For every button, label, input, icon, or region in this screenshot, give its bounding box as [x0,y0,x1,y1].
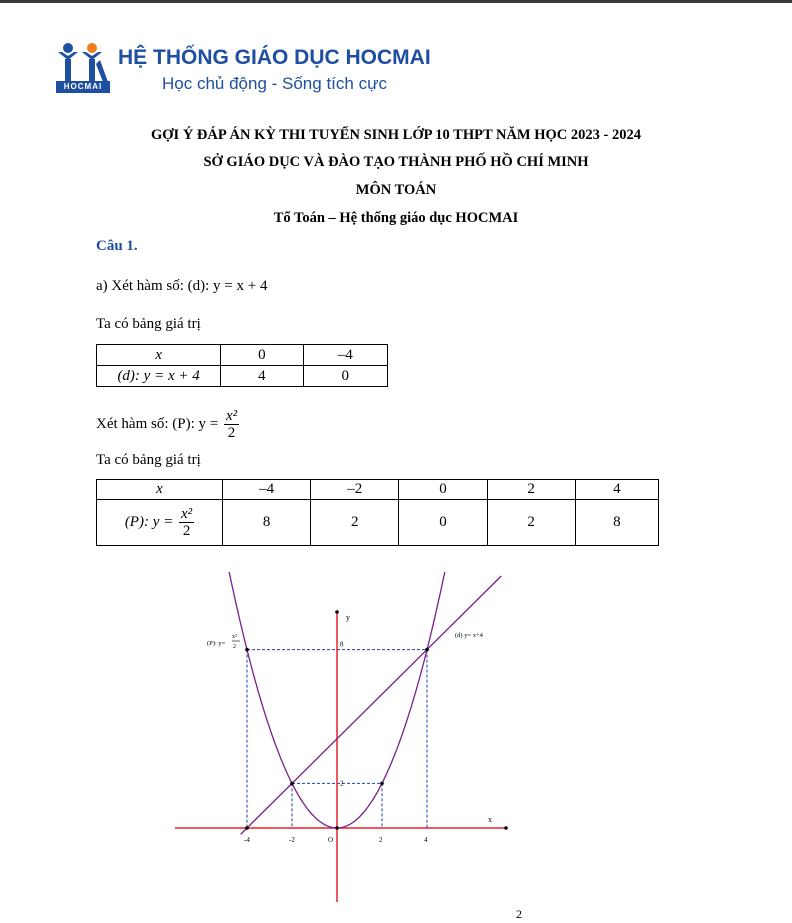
table-cell: 0 [303,366,387,387]
table-cell: 0 [221,345,303,366]
value-table-d [96,344,388,387]
table-cell: 8 [222,500,310,546]
table-cell: 4 [575,480,658,500]
department-title: SỞ GIÁO DỤC VÀ ĐÀO TẠO THÀNH PHỐ HỒ CHÍ MINH [203,154,589,170]
data-point [425,648,429,652]
question-title: Câu 1. [96,238,138,254]
table-cell: 0 [399,500,487,546]
data-point [290,782,294,786]
line-d-label: (d) y= x+4 [455,632,483,639]
x-tick-label: -4 [244,836,250,844]
hocmai-logo [56,36,476,98]
y-tick-label: 8 [340,640,344,649]
data-point [245,826,249,830]
brand-slogan: Học chủ động - Sống tích cực [162,74,387,93]
x-tick-label: 2 [379,836,383,844]
brand-name: HỆ THỐNG GIÁO DỤC HOCMAI [118,46,431,69]
y-axis-arrow-dot [335,610,339,614]
exam-title: GỢI Ý ĐÁP ÁN KỲ THI TUYỂN SINH LỚP 10 THPT NĂM HỌC 2023 - 2024 [151,127,641,143]
table-cell: (d): y = x + 4 [97,366,221,387]
table-cell: 2 [311,500,399,546]
table-cell: –4 [303,345,387,366]
parabola-intro: Xét hàm số: (P): y = $\frac{\text{x²}}{2}$ [96,408,238,441]
table-cell: x [97,480,223,500]
data-point [335,826,339,830]
table-intro-2: Ta có bảng giá trị [96,452,201,468]
fraction: $\frac{\text{x²}}{2}$ [225,408,238,441]
table-cell: –4 [222,480,310,500]
line-d [241,576,502,834]
table-cell: 0 [399,480,487,500]
table-cell: 2 [487,480,575,500]
subject-title: MÔN TOÁN [355,182,437,198]
x-axis-label: x [488,815,492,824]
parabola-label-denominator: 2 [233,644,236,650]
table-intro-1: Ta có bảng giá trị [96,316,201,332]
table-cell: 2 [487,500,575,546]
y-axis-label: y [346,613,350,622]
table-cell: –2 [311,480,399,500]
part-a-text: a) Xét hàm số: (d): y = x + 4 [96,278,268,294]
parabola-label: (P): y= [207,640,226,647]
logo-badge: HOCMAI [56,81,110,93]
data-point [380,782,384,786]
value-table-p [96,479,659,546]
team-title: Tổ Toán – Hệ thống giáo dục HOCMAI [273,210,519,226]
table-cell: 8 [575,500,658,546]
top-border [0,0,792,3]
table-cell: x [97,345,221,366]
data-point [245,648,249,652]
table-cell: 4 [221,366,303,387]
function-graph [170,572,520,902]
table-cell: (P): y = $\frac{\text{x²}}{2}$ [97,500,223,546]
x-axis-arrow-dot [504,826,508,830]
parabola-label-numerator: x² [232,634,237,640]
y-tick-label: 2 [340,779,344,788]
x-tick-label: -2 [289,836,295,844]
x-tick-label: O [328,836,334,844]
page-number: 2 [516,907,522,921]
x-tick-label: 4 [424,836,428,844]
fraction: $\frac{\text{x²}}{2}$ [181,506,193,539]
